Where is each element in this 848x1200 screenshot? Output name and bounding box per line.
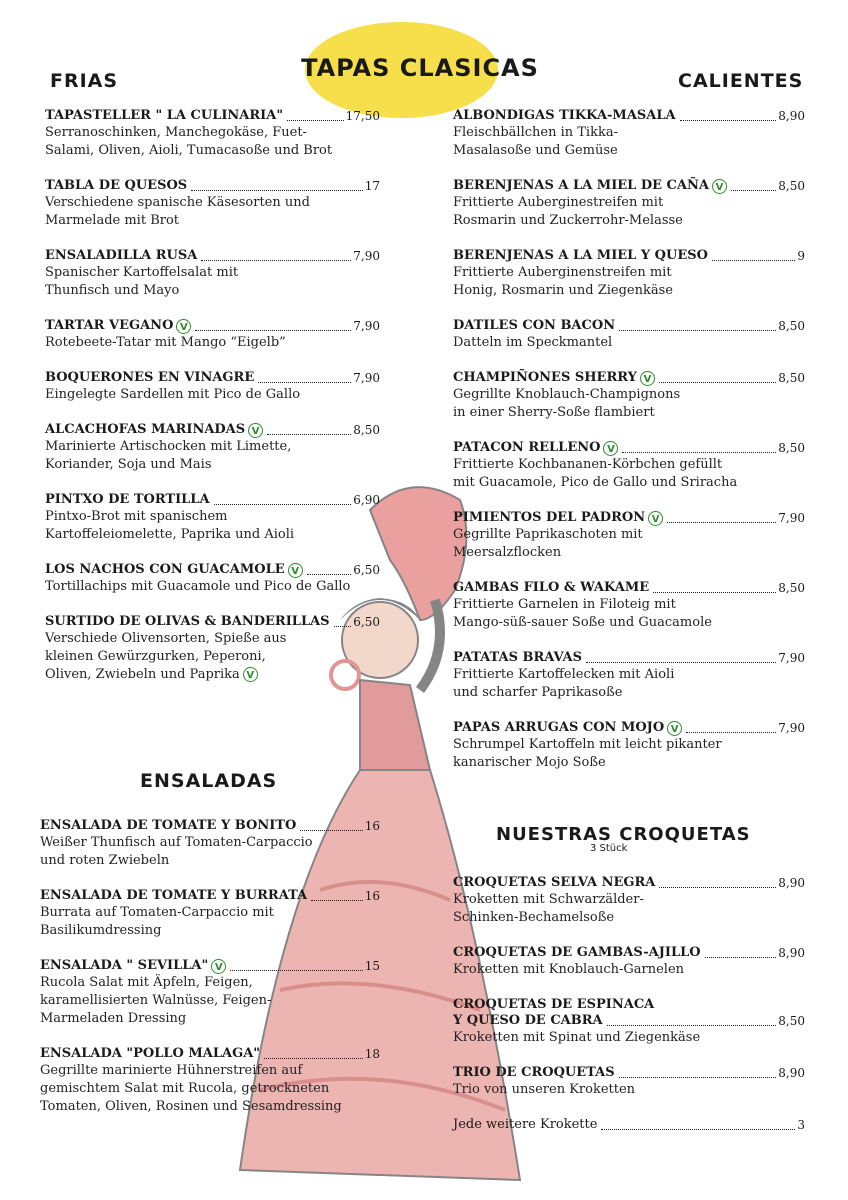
section-heading-frias: FRIAS [50,70,119,92]
dot-leader [191,190,363,191]
dot-leader [680,120,777,121]
dot-leader [287,120,344,121]
item-name: CHAMPIÑONES SHERRY [453,370,637,385]
menu-item [45,108,380,160]
item-name: BERENJENAS A LA MIEL Y QUESO [453,248,708,263]
menu-item [453,440,805,492]
item-name: PAPAS ARRUGAS CON MOJO [453,720,665,735]
item-name: CROQUETAS SELVA NEGRA [453,875,656,890]
item-desc: Rosmarin und Zuckerrohr-Melasse [453,213,683,228]
item-price: 6,90 [353,493,380,507]
item-desc: Verschiede Olivensorten, Spieße aus [45,631,287,646]
vegan-icon: V [603,441,618,456]
item-name: ENSALADILLA RUSA [45,248,198,263]
extra-label: Jede weitere Krokette [453,1117,598,1132]
item-price: 16 [364,819,380,833]
item-desc: Gegrillte Paprikaschoten mit [453,527,643,542]
item-price: 7,90 [353,319,380,333]
ensaladas-list [40,818,380,1134]
item-price: 7,90 [778,511,805,525]
item-desc: Tomaten, Oliven, Rosinen und Sesamdressing [40,1099,342,1114]
vegan-icon: V [648,511,663,526]
item-desc: Koriander, Soja und Mais [45,457,212,472]
dot-leader [712,260,795,261]
item-price: 16 [364,889,380,903]
menu-item [453,108,805,160]
item-price: 8,50 [778,581,805,595]
item-price: 8,50 [778,319,805,333]
dot-leader [300,830,362,831]
menu-item [45,614,380,684]
croquetas-subtitle: 3 Stück [590,843,628,854]
dot-leader [731,190,776,191]
item-desc: karamellisierten Walnüsse, Feigen- [40,993,272,1008]
item-name: DATILES CON BACON [453,318,616,333]
item-name: ALCACHOFAS MARINADAS [45,422,246,437]
item-name: PINTXO DE TORTILLA [45,492,210,507]
item-desc: Fleischbällchen in Tikka- [453,125,618,140]
page-title: TAPAS CLASICAS [301,54,539,82]
item-desc: Gegrillte Knoblauch-Champignons [453,387,681,402]
item-desc: Oliven, Zwiebeln und Paprika [45,667,240,682]
item-price: 15 [364,959,380,973]
item-price: 8,50 [353,423,380,437]
item-price: 9 [797,249,805,263]
item-desc: Marmelade mit Brot [45,213,180,228]
menu-item [453,580,805,632]
dot-leader [601,1129,795,1130]
dot-leader [195,330,351,331]
item-price: 8,50 [778,179,805,193]
menu-item [45,562,380,596]
section-heading-calientes: CALIENTES [678,70,804,92]
dot-leader [258,382,351,383]
item-desc: Gegrillte marinierte Hühnerstreifen auf [40,1063,303,1078]
item-price: 7,90 [353,371,380,385]
item-desc: Thunfisch und Mayo [45,283,180,298]
item-price: 7,90 [353,249,380,263]
dot-leader [307,574,352,575]
item-name: TABLA DE QUESOS [45,178,188,193]
item-desc: Frittierte Garnelen in Filoteig mit [453,597,676,612]
item-price: 8,90 [778,876,805,890]
item-desc: mit Guacamole, Pico de Gallo und Sriracha [453,475,738,490]
item-price: 6,50 [353,615,380,629]
frias-list [45,108,380,702]
item-desc: Schrumpel Kartoffeln mit leicht pikanter [453,737,722,752]
dot-leader [334,626,352,627]
item-name: Y QUESO DE CABRA [453,1013,603,1028]
menu-item [453,875,805,927]
vegan-icon: V [248,423,263,438]
item-price: 7,90 [778,721,805,735]
item-desc: Serranoschinken, Manchegokäse, Fuet- [45,125,307,140]
item-desc: Rucola Salat mit Äpfeln, Feigen, [40,975,253,990]
item-price: 8,90 [778,1066,805,1080]
item-desc: Frittierte Auberginestreifen mit [453,195,664,210]
dot-leader [586,662,776,663]
dot-leader [622,452,776,453]
item-desc: Verschiedene spanische Käsesorten und [45,195,310,210]
menu-item [453,1065,805,1099]
item-name: PIMIENTOS DEL PADRON [453,510,646,525]
dot-leader [201,260,351,261]
item-name-line1: CROQUETAS DE ESPINACA [453,997,655,1012]
dot-leader [607,1025,777,1026]
item-desc: Frittierte Kochbananen-Körbchen gefüllt [453,457,723,472]
item-desc: Kroketten mit Knoblauch-Garnelen [453,962,685,977]
item-desc: in einer Sherry-Soße flambiert [453,405,655,420]
item-name: CROQUETAS DE GAMBAS-AJILLO [453,945,701,960]
dot-leader [659,887,776,888]
menu-item [45,370,380,404]
item-name: ENSALADA DE TOMATE Y BONITO [40,818,297,833]
menu-item [453,650,805,702]
vegan-icon: V [288,563,303,578]
item-desc: Kroketten mit Spinat und Ziegenkäse [453,1030,701,1045]
dot-leader [267,434,351,435]
croquetas-list [453,875,805,1133]
dot-leader [619,1077,777,1078]
item-name: ALBONDIGAS TIKKA-MASALA [453,108,676,123]
menu-item [45,492,380,544]
vegan-icon: V [712,179,727,194]
item-name: TAPASTELLER " LA CULINARIA" [45,108,284,123]
section-heading-croquetas: NUESTRAS CROQUETAS [496,824,751,845]
dot-leader [659,382,776,383]
item-desc: Mango-süß-sauer Soße und Guacamole [453,615,712,630]
item-desc: und roten Zwiebeln [40,853,170,868]
item-price: 17 [364,179,380,193]
item-name: GAMBAS FILO & WAKAME [453,580,650,595]
item-desc: Kroketten mit Schwarzälder- [453,892,644,907]
item-name: TRIO DE CROQUETAS [453,1065,615,1080]
dot-leader [230,970,362,971]
item-price: 8,50 [778,1014,805,1028]
menu-item [453,318,805,352]
item-name: TARTAR VEGANO [45,318,174,333]
dot-leader [686,732,776,733]
item-desc: Pintxo-Brot mit spanischem [45,509,228,524]
item-name: ENSALADA "POLLO MALAGA" [40,1046,261,1061]
item-price: 8,50 [778,371,805,385]
item-name: ENSALADA " SEVILLA" [40,958,209,973]
menu-item [40,818,380,870]
item-price: 8,50 [778,441,805,455]
item-desc: Meersalzflocken [453,545,562,560]
item-desc: Burrata auf Tomaten-Carpaccio mit [40,905,274,920]
item-desc: Kartoffeleiomelette, Paprika und Aioli [45,527,295,542]
dot-leader [705,957,777,958]
item-desc: Trio von unseren Kroketten [453,1082,636,1097]
item-price: 8,90 [778,946,805,960]
menu-item [453,720,805,772]
extra-price: 3 [797,1118,805,1132]
item-desc: Basilikumdressing [40,923,162,938]
vegan-icon: V [243,667,258,682]
item-desc: Datteln im Speckmantel [453,335,613,350]
item-name: ENSALADA DE TOMATE Y BURRATA [40,888,308,903]
vegan-icon: V [176,319,191,334]
item-desc: Marinierte Artischocken mit Limette, [45,439,292,454]
item-name: SURTIDO DE OLIVAS & BANDERILLAS [45,614,330,629]
item-desc: gemischtem Salat mit Rucola, getrockneten [40,1081,330,1096]
vegan-icon: V [640,371,655,386]
menu-item [40,888,380,940]
menu-item [453,248,805,300]
item-price: 17,50 [345,109,380,123]
item-desc: kanarischer Mojo Soße [453,755,606,770]
menu-item [40,1046,380,1116]
menu-item [40,958,380,1028]
item-desc: und scharfer Paprikasoße [453,685,623,700]
menu-item [45,318,380,352]
item-desc: Weißer Thunfisch auf Tomaten-Carpaccio [40,835,313,850]
menu-item [453,510,805,562]
extra-croquette-line [453,1117,805,1133]
menu-item [453,178,805,230]
menu-item [453,997,805,1047]
item-desc: Salami, Oliven, Aioli, Tumacasoße und Brot [45,143,333,158]
item-price: 8,90 [778,109,805,123]
vegan-icon: V [667,721,682,736]
item-desc: Eingelegte Sardellen mit Pico de Gallo [45,387,301,402]
dot-leader [311,900,363,901]
item-desc: Schinken-Bechamelsoße [453,910,615,925]
item-name: LOS NACHOS CON GUACAMOLE [45,562,285,577]
calientes-list [453,108,805,790]
item-name: PATACON RELLENO [453,440,601,455]
item-desc: Marmeladen Dressing [40,1011,187,1026]
item-name: BERENJENAS A LA MIEL DE CAÑA [453,178,709,193]
item-desc: Masalasoße und Gemüse [453,143,618,158]
dot-leader [264,1058,363,1059]
item-name: PATATAS BRAVAS [453,650,582,665]
item-desc: kleinen Gewürzgurken, Peperoni, [45,649,266,664]
item-desc: Spanischer Kartoffelsalat mit [45,265,239,280]
item-price: 7,90 [778,651,805,665]
menu-item [45,248,380,300]
item-name: BOQUERONES EN VINAGRE [45,370,255,385]
item-desc: Tortillachips mit Guacamole und Pico de Gallo [45,579,351,594]
dot-leader [214,504,352,505]
dot-leader [653,592,776,593]
item-desc: Frittierte Auberginenstreifen mit [453,265,672,280]
item-price: 6,50 [353,563,380,577]
dot-leader [667,522,776,523]
item-desc: Frittierte Kartoffelecken mit Aioli [453,667,675,682]
menu-item [453,370,805,422]
item-desc: Rotebeete-Tatar mit Mango “Eigelb” [45,335,286,350]
menu-item [45,178,380,230]
menu-item [453,945,805,979]
item-price: 18 [364,1047,380,1061]
dot-leader [619,330,776,331]
section-heading-ensaladas: ENSALADAS [140,770,278,792]
vegan-icon: V [211,959,226,974]
menu-item [45,422,380,474]
item-desc: Honig, Rosmarin und Ziegenkäse [453,283,673,298]
